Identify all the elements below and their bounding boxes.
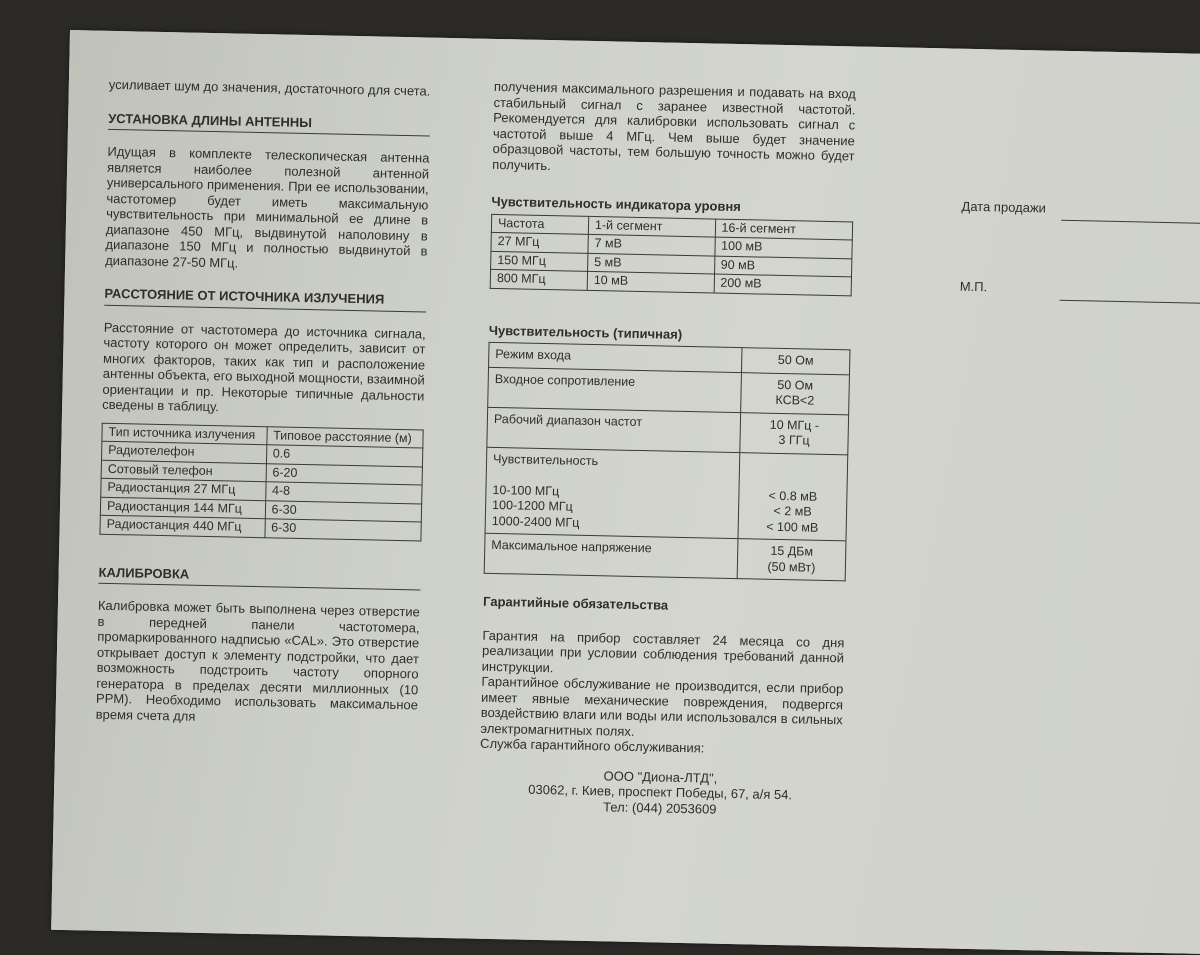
table-cell: 6-30 (265, 500, 422, 522)
sale-date-label: Дата продажи (961, 198, 1047, 216)
distance-heading: РАССТОЯНИЕ ОТ ИСТОЧНИКА ИЗЛУЧЕНИЯ (104, 286, 426, 312)
calibration-continued-text: получения максимального разрешения и подавать на вход стабильный сигнал с заранее известной частотой. Рекомендуется для калибровки использовать сигнал с частотой выше 4 МГц. Чем выше будет значение образцовой частоты, тем большую точность можно будет получить. (492, 78, 856, 173)
table-cell: Радиостанция 440 МГц (100, 515, 265, 537)
table-cell: Радиостанция 27 МГц (101, 478, 266, 500)
table-cell: Максимальное напряжение (484, 533, 738, 578)
table-cell: 150 МГц (491, 251, 588, 272)
table-cell: 800 МГц (490, 269, 587, 290)
table-cell: 90 мВ (714, 256, 852, 277)
indicator-sensitivity-table (490, 213, 853, 296)
company-name: ООО "Диона-ЛТД", (603, 767, 718, 786)
warranty-section (479, 594, 845, 820)
stamp-label: М.П. (959, 278, 988, 295)
warranty-text: Гарантия на прибор составляет 24 месяца со дня реализации при условии соблюдения требований данной инструкции. (481, 627, 845, 675)
stamp-row (959, 279, 1200, 308)
antenna-heading: УСТАНОВКА ДЛИНЫ АНТЕННЫ (108, 110, 430, 136)
table-header: 16-й сегмент (715, 219, 853, 240)
table-header: Частота (491, 214, 588, 235)
table-cell: Режим входа (489, 342, 742, 372)
intro-text: усиливает шум до значения, достаточного для счета. (108, 76, 431, 99)
table-cell: Радиостанция 144 МГц (100, 497, 265, 519)
right-column (958, 199, 1200, 364)
table-cell: 6-30 (265, 519, 422, 541)
company-address: 03062, г. Киев, проспект Победы, 67, а/я 54. (528, 781, 793, 803)
distance-text: Расстояние от частотомера до источника сигнала, частоту которого он может определить, зависит от многих факторов, таких как тип и расположение антенны объекта, его выходной мощности, взаимной ориентации и пр. Некоторые типичные дальности сведены в таблицу. (102, 319, 426, 415)
warranty-heading: Гарантийные обязательства (482, 593, 669, 613)
table-cell: Рабочий диапазон частот (487, 407, 741, 452)
table-cell: 10 мВ (587, 271, 714, 292)
table-header: 1-й сегмент (588, 216, 715, 237)
instruction-sheet (51, 30, 1200, 955)
left-column (95, 77, 431, 739)
warranty-exclusions-text: Гарантийное обслуживание не производится, если прибор имеет явные механические повреждения, подвергся воздействию влаги или воды или использовался в сильных электромагнитных полях. (480, 673, 844, 739)
company-block (479, 765, 842, 819)
typical-sensitivity-heading: Чувствительность (типичная) (488, 322, 683, 342)
table-cell: 50 Ом КСВ<2 (741, 372, 850, 414)
calibration-heading: КАЛИБРОВКА (98, 564, 420, 590)
table-cell: Сотовый телефон (101, 460, 266, 482)
sale-date-line (1061, 220, 1200, 224)
table-header: Тип источника излучения (102, 423, 267, 445)
table-row (485, 447, 848, 541)
table-cell: 6-20 (266, 463, 423, 485)
typical-sensitivity-table (484, 342, 851, 582)
table-cell: 5 мВ (587, 253, 714, 274)
table-cell: Чувствительность 10-100 МГц 100-1200 МГц 1000-2400 МГц (485, 447, 740, 539)
table-row (484, 533, 846, 581)
table-header: Типовое расстояние (м) (266, 426, 423, 448)
table-cell: 7 мВ (588, 234, 715, 255)
table-cell: 10 МГц - 3 ГГц (740, 412, 849, 454)
table-cell: 50 Ом (741, 348, 849, 375)
table-cell: 15 ДБм (50 мВт) (737, 539, 846, 581)
antenna-text: Идущая в комплекте телескопическая антенна является наиболее полезной антенной универсального применения. При ее использовании, частотомер будет иметь максимальную чувствительность при минимальной ее длине в диапазоне 450 МГц, выдвинутой наполовину в диапазоне 150 МГц и полностью выдвинутой в диапазоне 27-50 МГц. (105, 143, 430, 271)
table-cell: 4-8 (265, 482, 422, 504)
table-cell: 27 МГц (491, 232, 588, 253)
sale-date-row (961, 199, 1200, 228)
stamp-line (1060, 300, 1200, 304)
distance-table (99, 422, 423, 541)
company-phone: Тел: (044) 2053609 (602, 798, 717, 817)
table-cell: Входное сопротивление (488, 367, 742, 412)
table-cell: 0.6 (266, 445, 423, 467)
table-cell: 100 мВ (714, 237, 852, 258)
table-cell: Радиотелефон (102, 441, 267, 463)
calibration-text: Калибровка может быть выполнена через отверстие в передней панели частотомера, промаркированного надписью «CAL». Это отверстие открывает доступ к элементу подстройки, что дает возможность подстроить частоту опорного генератора в пределах десяти миллионных (10 PPM). Необходимо использовать максимальное время счета для (95, 597, 421, 724)
indicator-sensitivity-heading: Чувствительность индикатора уровня (491, 193, 742, 215)
middle-column (479, 79, 856, 819)
table-cell: < 0.8 мВ < 2 мВ < 100 мВ (738, 452, 848, 541)
service-label: Служба гарантийного обслуживания: (479, 735, 705, 756)
table-cell: 200 мВ (714, 274, 852, 295)
